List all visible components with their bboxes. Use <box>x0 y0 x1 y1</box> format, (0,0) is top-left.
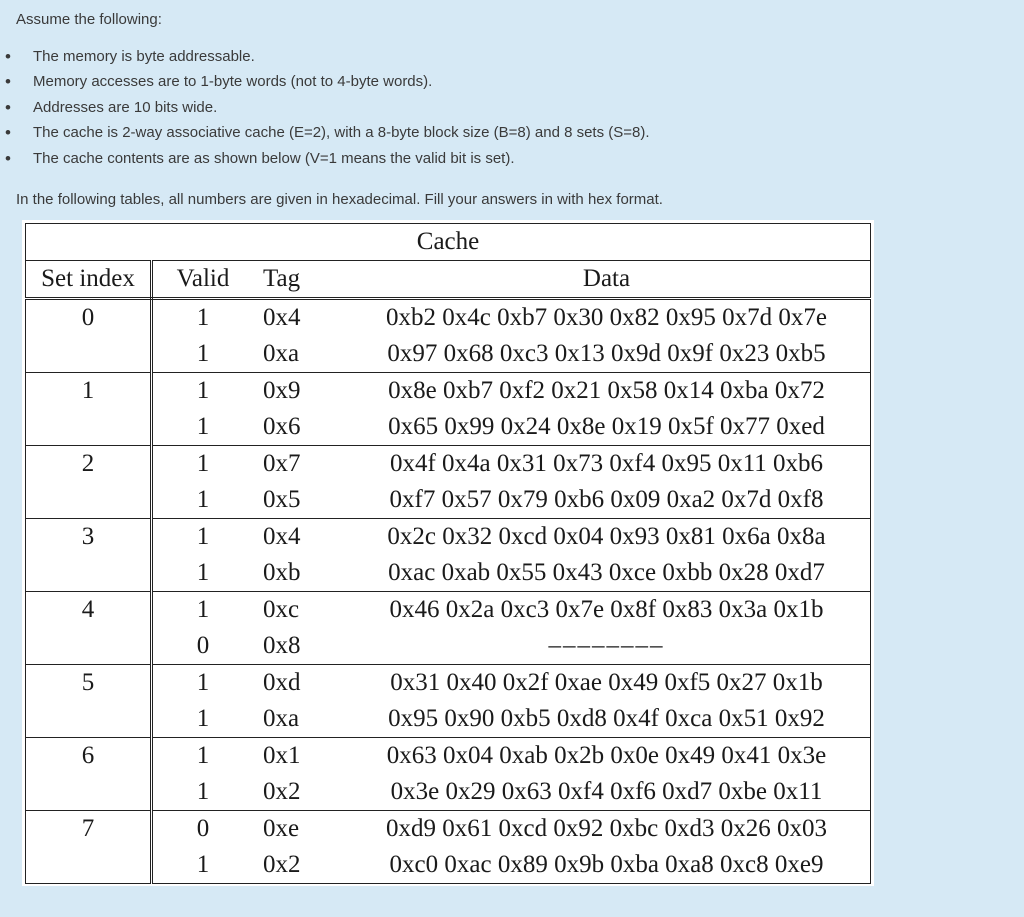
table-row <box>26 373 871 410</box>
valid-cell: 1 <box>152 847 254 884</box>
data-cell: 0x4f 0x4a 0x31 0x73 0xf4 0x95 0x11 0xb6 <box>343 446 871 483</box>
set-index-cell <box>26 336 152 373</box>
header-valid: Valid <box>152 261 254 299</box>
set-index-cell: 3 <box>26 519 152 556</box>
set-index-cell <box>26 409 152 446</box>
header-set-index: Set index <box>26 261 152 299</box>
instruction-note: In the following tables, all numbers are given in hexadecimal. Fill your answers in with hex format. <box>16 191 663 208</box>
tag-cell: 0xc <box>253 592 343 629</box>
set-index-cell: 6 <box>26 738 152 775</box>
tag-cell: 0xa <box>263 340 300 367</box>
table-caption: Cache <box>26 224 871 261</box>
bullet-icon: • <box>5 97 11 117</box>
tag-cell: 0x4 <box>253 299 343 337</box>
assumption-text: The cache is 2-way associative cache (E=2), with a 8-byte block size (B=8) and 8 sets (S=8). <box>33 124 650 142</box>
assumption-list <box>0 44 1000 171</box>
valid-cell: 1 <box>152 446 254 483</box>
tag-cell: 0x9 <box>253 373 343 410</box>
valid-cell: 1 <box>196 705 210 732</box>
table-row <box>26 811 871 848</box>
bullet-icon: • <box>5 72 11 92</box>
data-cell: 0x63 0x04 0xab 0x2b 0x0e 0x49 0x41 0x3e <box>343 738 871 775</box>
assumption-item <box>0 146 1000 171</box>
valid-cell: 1 <box>152 665 254 702</box>
tag-cell: 0x2 <box>253 847 343 884</box>
assumption-item <box>0 44 1000 69</box>
table-row <box>26 738 871 775</box>
cache-table-container <box>22 220 874 886</box>
bullet-icon: • <box>5 123 11 143</box>
data-cell: 0x95 0x90 0xb5 0xd8 0x4f 0xca 0x51 0x92 <box>343 701 871 738</box>
valid-cell: 1 <box>152 373 254 410</box>
data-cell: 0xd9 0x61 0xcd 0x92 0xbc 0xd3 0x26 0x03 <box>343 811 871 848</box>
header-data: Data <box>343 261 871 299</box>
tag-cell: 0x4 <box>253 519 343 556</box>
intro-text: Assume the following: <box>16 11 162 28</box>
set-index-cell <box>26 774 152 811</box>
set-index-cell: 0 <box>26 299 152 337</box>
data-cell: 0x65 0x99 0x24 0x8e 0x19 0x5f 0x77 0xed <box>343 409 871 446</box>
valid-cell: 1 <box>152 519 254 556</box>
data-cell: 0xac 0xab 0x55 0x43 0xce 0xbb 0x28 0xd7 <box>343 555 871 592</box>
bullet-icon: • <box>5 148 11 168</box>
cache-table <box>25 223 871 884</box>
set-index-cell <box>26 701 152 738</box>
table-row <box>26 299 871 337</box>
tag-cell: 0x5 <box>263 486 301 513</box>
table-row <box>26 701 871 738</box>
valid-cell: 1 <box>196 778 210 805</box>
set-index-cell <box>26 847 152 884</box>
data-cell: 0x8e 0xb7 0xf2 0x21 0x58 0x14 0xba 0x72 <box>343 373 871 410</box>
table-row <box>26 847 871 884</box>
set-index-cell <box>26 628 152 665</box>
tag-cell: 0x6 <box>263 413 301 440</box>
data-cell: 0x31 0x40 0x2f 0xae 0x49 0xf5 0x27 0x1b <box>343 665 871 702</box>
set-index-cell: 1 <box>26 373 152 410</box>
valid-cell: 1 <box>196 413 210 440</box>
set-index-cell <box>26 482 152 519</box>
valid-cell: 1 <box>196 486 210 513</box>
valid-cell: 1 <box>196 340 210 367</box>
data-cell: 0x2c 0x32 0xcd 0x04 0x93 0x81 0x6a 0x8a <box>343 519 871 556</box>
set-index-cell: 4 <box>26 592 152 629</box>
data-cell: 0xc0 0xac 0x89 0x9b 0xba 0xa8 0xc8 0xe9 <box>343 847 871 884</box>
valid-cell: 1 <box>152 592 254 629</box>
data-cell-invalid: –––––––– <box>343 628 871 665</box>
valid-cell: 1 <box>152 299 254 337</box>
table-row <box>26 482 871 519</box>
assumption-text: Addresses are 10 bits wide. <box>33 98 218 116</box>
table-row <box>26 592 871 629</box>
set-index-cell: 7 <box>26 811 152 848</box>
tag-cell: 0xb <box>263 559 301 586</box>
valid-cell: 1 <box>196 559 210 586</box>
data-cell: 0x3e 0x29 0x63 0xf4 0xf6 0xd7 0xbe 0x11 <box>343 774 871 811</box>
tag-cell: 0xa <box>263 705 300 732</box>
valid-cell: 0 <box>196 632 210 659</box>
table-row <box>26 628 871 665</box>
set-index-cell: 2 <box>26 446 152 483</box>
bullet-icon: • <box>5 47 11 66</box>
table-row <box>26 774 871 811</box>
tag-cell: 0xe <box>253 811 343 848</box>
tag-cell: 0xd <box>253 665 343 702</box>
table-row <box>26 336 871 373</box>
valid-cell: 1 <box>152 738 254 775</box>
data-cell: 0x46 0x2a 0xc3 0x7e 0x8f 0x83 0x3a 0x1b <box>343 592 871 629</box>
tag-cell: 0x7 <box>253 446 343 483</box>
valid-cell: 0 <box>152 811 254 848</box>
tag-cell: 0x2 <box>263 778 301 805</box>
set-index-cell <box>26 555 152 592</box>
table-row <box>26 446 871 483</box>
tag-cell: 0x8 <box>263 632 301 659</box>
assumption-text: Memory accesses are to 1-byte words (not to 4-byte words). <box>33 73 433 91</box>
table-row <box>26 409 871 446</box>
table-row <box>26 665 871 702</box>
assumption-item <box>0 69 1000 94</box>
assumption-item <box>0 120 1000 145</box>
tag-cell: 0x1 <box>253 738 343 775</box>
assumption-text: The cache contents are as shown below (V=1 means the valid bit is set). <box>33 149 515 167</box>
table-row <box>26 519 871 556</box>
data-cell: 0xb2 0x4c 0xb7 0x30 0x82 0x95 0x7d 0x7e <box>343 299 871 337</box>
data-cell: 0x97 0x68 0xc3 0x13 0x9d 0x9f 0x23 0xb5 <box>343 336 871 373</box>
assumption-text: The memory is byte addressable. <box>33 48 255 65</box>
assumption-item <box>0 95 1000 120</box>
table-row <box>26 555 871 592</box>
set-index-cell: 5 <box>26 665 152 702</box>
data-cell: 0xf7 0x57 0x79 0xb6 0x09 0xa2 0x7d 0xf8 <box>343 482 871 519</box>
header-tag: Tag <box>253 261 343 299</box>
